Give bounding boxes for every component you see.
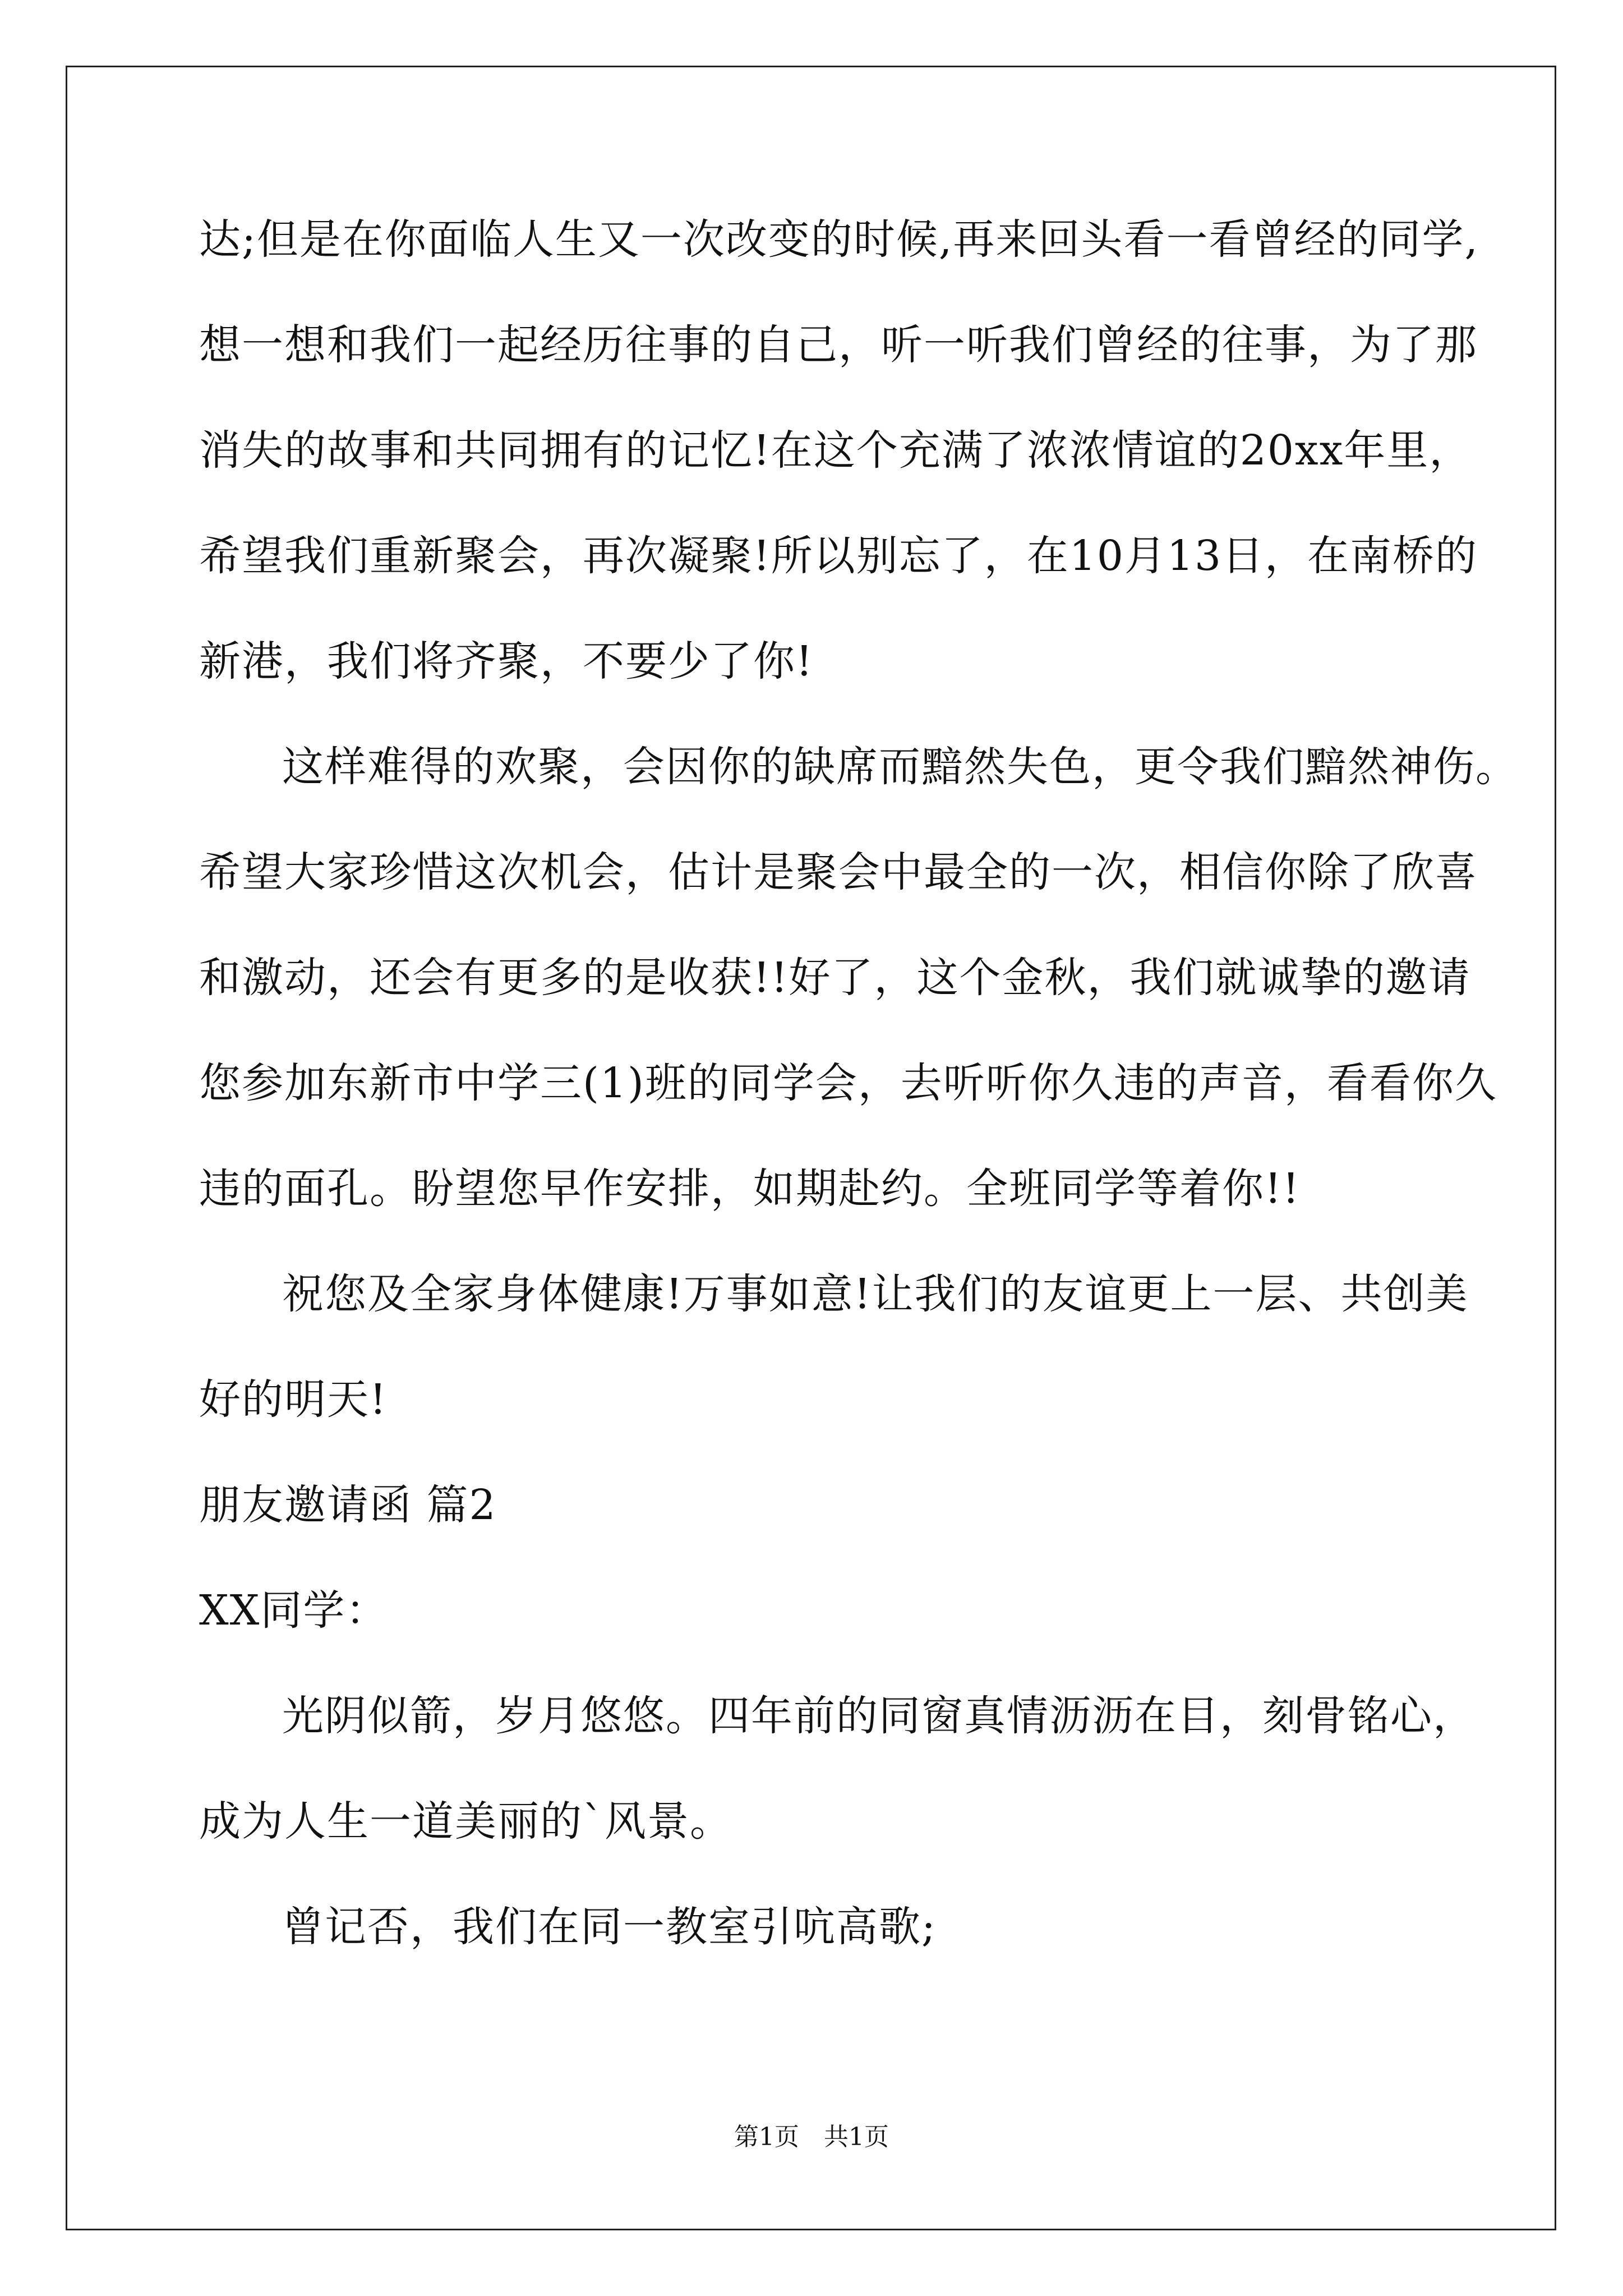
text-line: 想一想和我们一起经历往事的自己，听一听我们曾经的往事，为了那 <box>199 321 1478 369</box>
paragraph-first-line: 祝您及全家身体健康!万事如意!让我们的友谊更上一层、共创美 <box>282 1270 1469 1318</box>
section-heading: 朋友邀请函 篇2 <box>199 1481 497 1529</box>
text-line: 您参加东新市中学三(1)班的同学会，去听听你久违的声音，看看你久 <box>199 1059 1497 1107</box>
page-number-footer: 第1页 共1页 <box>734 2123 889 2151</box>
paragraph-first-line: 光阴似箭，岁月悠悠。四年前的同窗真情沥沥在目，刻骨铭心， <box>282 1692 1476 1740</box>
text-line: 希望我们重新聚会，再次凝聚!所以别忘了，在10月13日，在南桥的 <box>199 532 1478 580</box>
text-line: 违的面孔。盼望您早作安排，如期赴约。全班同学等着你!! <box>199 1165 1301 1213</box>
paragraph-first-line: 曾记否，我们在同一教室引吭高歌; <box>282 1903 937 1951</box>
text-line: 好的明天! <box>199 1375 388 1424</box>
text-line: 达;但是在你面临人生又一次改变的时候,再来回头看一看曾经的同学, <box>199 215 1479 264</box>
text-line: 和激动，还会有更多的是收获!!好了，这个金秋，我们就诚挚的邀请 <box>199 954 1471 1002</box>
salutation: XX同学： <box>199 1586 389 1635</box>
text-line: 成为人生一道美丽的`风景。 <box>199 1797 732 1846</box>
text-line: 希望大家珍惜这次机会，估计是聚会中最全的一次，相信你除了欣喜 <box>199 848 1478 896</box>
paragraph-first-line: 这样难得的欢聚，会因你的缺席而黯然失色，更令我们黯然神伤。 <box>282 743 1518 791</box>
text-line: 消失的故事和共同拥有的记忆!在这个充满了浓浓情谊的20xx年里， <box>199 426 1472 475</box>
text-line: 新港，我们将齐聚，不要少了你! <box>199 637 814 685</box>
